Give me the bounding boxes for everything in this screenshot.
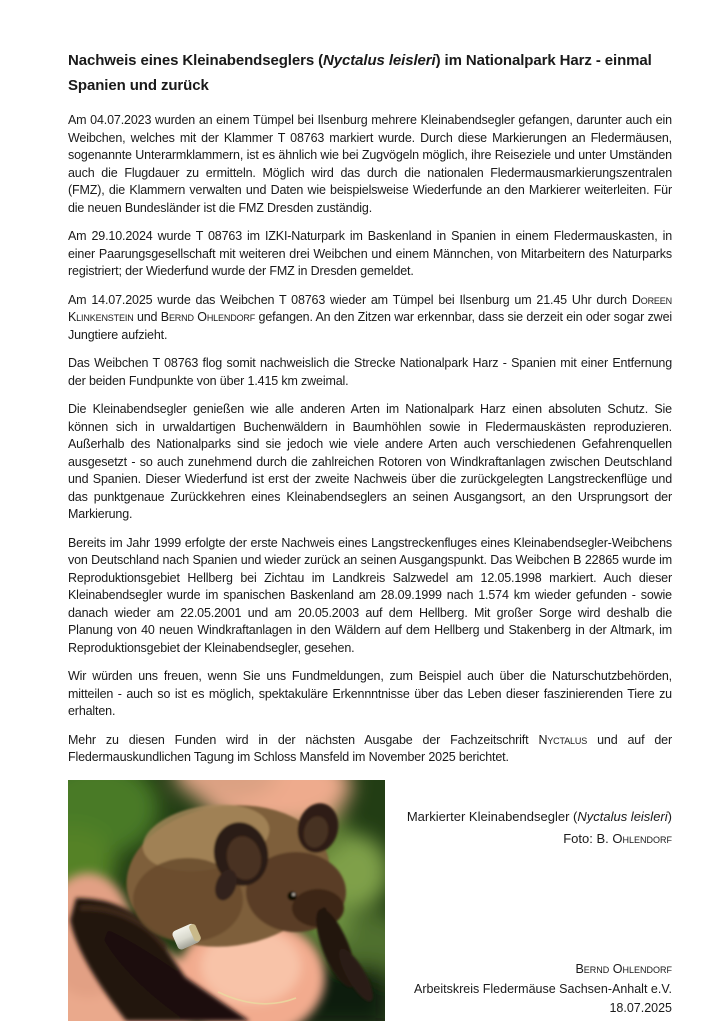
paragraph-recapture-2025 — [68, 292, 672, 345]
text-segment: 18.07.2025 — [609, 1001, 672, 1015]
title-line-2 — [68, 73, 672, 98]
text-segment: Bernd Ohlendorf — [575, 962, 672, 976]
text-segment: und — [133, 310, 161, 324]
figure-row — [68, 780, 672, 1021]
text-segment: Nyctalus — [538, 732, 588, 747]
text-segment: Bereits im Jahr 1999 erfolgte der erste Nachweis eines Langstreckenfluges eines Kleinabendsegler-Weibchens von Deutschland nach Spanien und wieder zurück an seinen Ausgangspunkt. Das Weibchen B 22865 wurde im Reproduktionsgebiet Hellberg bei Zichtau im Landkreis Salzwedel am 12.05.1998 markiert. Auch dieser Kleinabendsegler wurde im spanischen Baskenland am 28.09.1999 nach 1.574 km wieder gefunden - sowie danach wieder am 22.05.2001 und am 20.05.2003 auf dem Hellberg. Mit großer Sorge wird deshalb die Planung von 40 neuen Windkraftanlagen in den Wäldern auf dem Hellberg und Stakenberg in der Altmark, im Reproduktionsgebiet der Kleinabendsegler, gesehen. — [68, 535, 672, 655]
text-segment: Spanien und zurück — [68, 77, 209, 94]
paragraph-publication — [68, 732, 672, 767]
text-segment: Foto: B. — [563, 830, 613, 846]
text-segment: Das Weibchen T 08763 flog somit nachweislich die Strecke Nationalpark Harz - Spanien mit einer Entfernung der beiden Fundpunkte von über 1.415 km zweimal. — [68, 356, 672, 388]
title-line-1 — [68, 48, 672, 73]
signature-author — [385, 960, 672, 980]
text-segment: ) — [667, 808, 672, 824]
photo-caption — [385, 806, 672, 850]
paragraph-first-record-1999 — [68, 535, 672, 658]
text-segment: Am 29.10.2024 wurde T 08763 im IZKI-Naturpark im Baskenland in Spanien in einem Fledermauskasten, in einer Paarungsgesellschaft mit weiteren drei Weibchen und einem Männchen, von Mitarbeitern des Naturparks registriert; der Wiederfund wurde der FMZ in Dresden gemeldet. — [68, 229, 672, 278]
text-segment: Doreen Klinkenstein — [68, 292, 672, 324]
text-segment: Markierter Kleinabendsegler ( — [406, 808, 578, 824]
bat-photo — [68, 780, 385, 1021]
paragraph-marking-2023 — [68, 112, 672, 217]
paragraph-request-reports — [68, 668, 672, 721]
signature-organization — [385, 980, 672, 1000]
text-segment: Mehr zu diesen Funden wird in der nächsten Ausgabe der Fachzeitschrift — [68, 732, 539, 747]
text-segment: und auf der Fledermauskundlichen Tagung im Schloss Mansfeld im November 2025 berichtet. — [68, 732, 672, 764]
text-segment: Nachweis eines Kleinabendseglers ( — [68, 52, 324, 69]
paragraph-spain-2024 — [68, 228, 672, 281]
text-segment: Arbeitskreis Fledermäuse Sachsen-Anhalt e.V. — [413, 981, 672, 996]
photo-caption-line-2 — [385, 828, 672, 850]
photo-caption-line-1 — [385, 806, 672, 828]
text-segment: Die Kleinabendsegler genießen wie alle anderen Arten im Nationalpark Harz einen absoluten Schutz. Sie können sich in urwaldartigen Buchenwäldern in Baumhöhlen sowie in Fledermauskästen reproduzieren. Außerhalb des Nationalparks sind sie jedoch wie viele andere Arten auch verschiedenen Gefahrenquellen ausgesetzt - so auch zunehmend durch die zahlreichen Rotoren von Windkraftanlagen zwischen Deutschland und Spanien. Dieser Wiederfund ist erst der zweite Nachweis über die zurückgelegten Langstreckenflüge und das punktgenaue Zurückkehren eines Kleinabendseglers an seinen Ausgangsort, an den Ursprungsort der Markierung. — [68, 402, 672, 521]
signature-block — [385, 960, 672, 1021]
figure-right-column — [385, 780, 672, 1021]
paragraph-distance — [68, 355, 672, 390]
text-segment: ) im Nationalpark Harz - einmal — [435, 52, 652, 69]
signature-date — [385, 999, 672, 1019]
paragraph-protection — [68, 401, 672, 524]
text-segment: Bernd Ohlendorf — [160, 310, 256, 324]
text-segment: Ohlendorf — [612, 830, 672, 846]
bat-photo-illustration — [68, 780, 385, 1021]
text-segment: Nyctalus leisleri — [323, 52, 436, 69]
text-segment: gefangen. An den Zitzen war erkennbar, dass sie derzeit ein oder sogar zwei Jungtiere aufzieht. — [68, 310, 672, 342]
text-segment: Am 14.07.2025 wurde das Weibchen T 08763 wieder am Tümpel bei Ilsenburg um 21.45 Uhr durch — [68, 292, 632, 307]
document-title — [68, 48, 672, 98]
text-segment: Nyctalus leisleri — [577, 808, 668, 824]
text-segment: Am 04.07.2023 wurden an einem Tümpel bei Ilsenburg mehrere Kleinabendsegler gefangen, darunter auch ein Weibchen, welches mit der Klammer T 08763 markiert wurde. Durch diese Markierungen an Fledermäusen, sogenannte Unterarmklammern, ist es ähnlich wie bei Zugvögeln möglich, ihre Reiseziele und unter Umständen auch die Flugdauer zu ermitteln. Möglich wird das durch die nationalen Fledermausmarkierungszentralen (FMZ), die Klammern verwalten und Daten wie beispielsweise Wiederfunde an den Markierer weiterleiten. Für die neuen Bundesländer ist die FMZ Dresden zuständig. — [68, 113, 672, 215]
text-segment: Wir würden uns freuen, wenn Sie uns Fundmeldungen, zum Beispiel auch über die Naturschutzbehörden, mitteilen - auch so ist es möglich, spektakuläre Erkennntnisse über das Leben dieser faszinierenden Tiere zu erhalten. — [68, 669, 672, 718]
